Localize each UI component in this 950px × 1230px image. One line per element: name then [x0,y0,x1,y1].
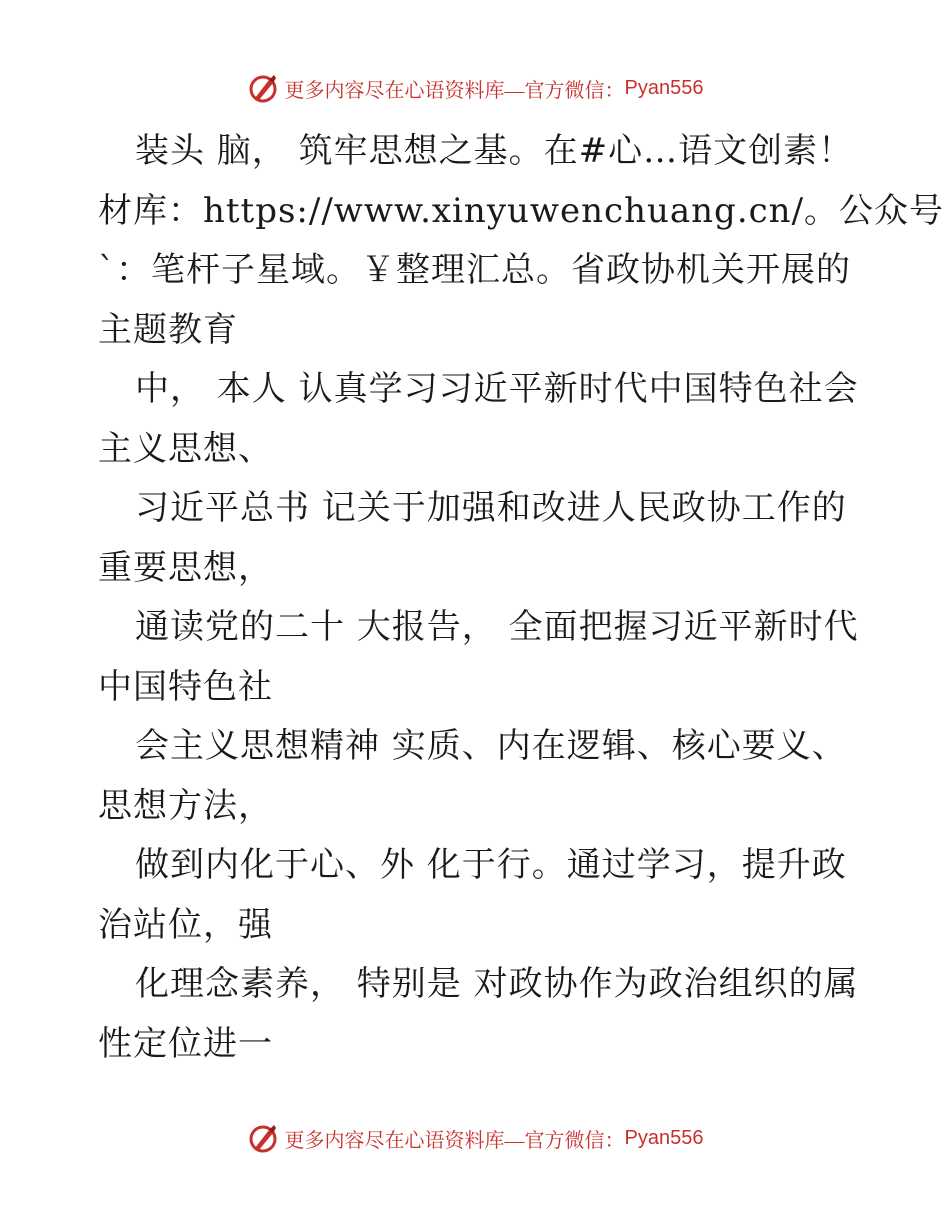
text-line: 主题教育 [98,309,238,350]
banner-text: 更多内容尽在心语资料库—官方微信： [284,79,625,102]
banner-wechat-id: Pyan556 [624,76,704,99]
text-line: 化理念素养， 特别是 对政协作为政治组织的属 [135,964,859,1004]
text-line: 通读党的二十 大报告， 全面把握习近平新时代 [135,607,859,647]
text-line: 性定位进一 [98,1023,273,1064]
text-line: 装头 脑， 筑牢思想之基。在#心…语文创素！ [135,131,854,171]
banner-text: 更多内容尽在心语资料库—官方微信： [284,1129,625,1152]
text-line: 重要思想， [98,547,273,588]
pen-logo-icon [247,1122,279,1154]
footer-banner [0,1122,950,1154]
text-line: 习近平总书 记关于加强和改进人民政协工作的 [135,488,847,528]
document-body [98,122,945,1074]
banner-wechat-id: Pyan556 [624,1126,704,1149]
text-line: 思想方法， [98,785,273,826]
header-banner [0,72,950,104]
text-line: 主义思想、 [98,428,273,469]
text-line: 做到内化于心、外 化于行。通过学习，提升政 [135,845,847,885]
pen-logo-icon [247,72,279,104]
text-line: 材库：https://www.xinyuwenchuang.cn/。公众号 [98,190,945,231]
text-line: 中国特色社 [98,666,273,707]
text-line: 治站位，强 [98,904,273,945]
text-line: 会主义思想精神 实质、内在逻辑、核心要义、 [135,726,847,766]
text-line: `：笔杆子星域。￥整理汇总。省政协机关开展的 [98,250,851,290]
text-line: 中， 本人 认真学习习近平新时代中国特色社会 [135,369,859,409]
